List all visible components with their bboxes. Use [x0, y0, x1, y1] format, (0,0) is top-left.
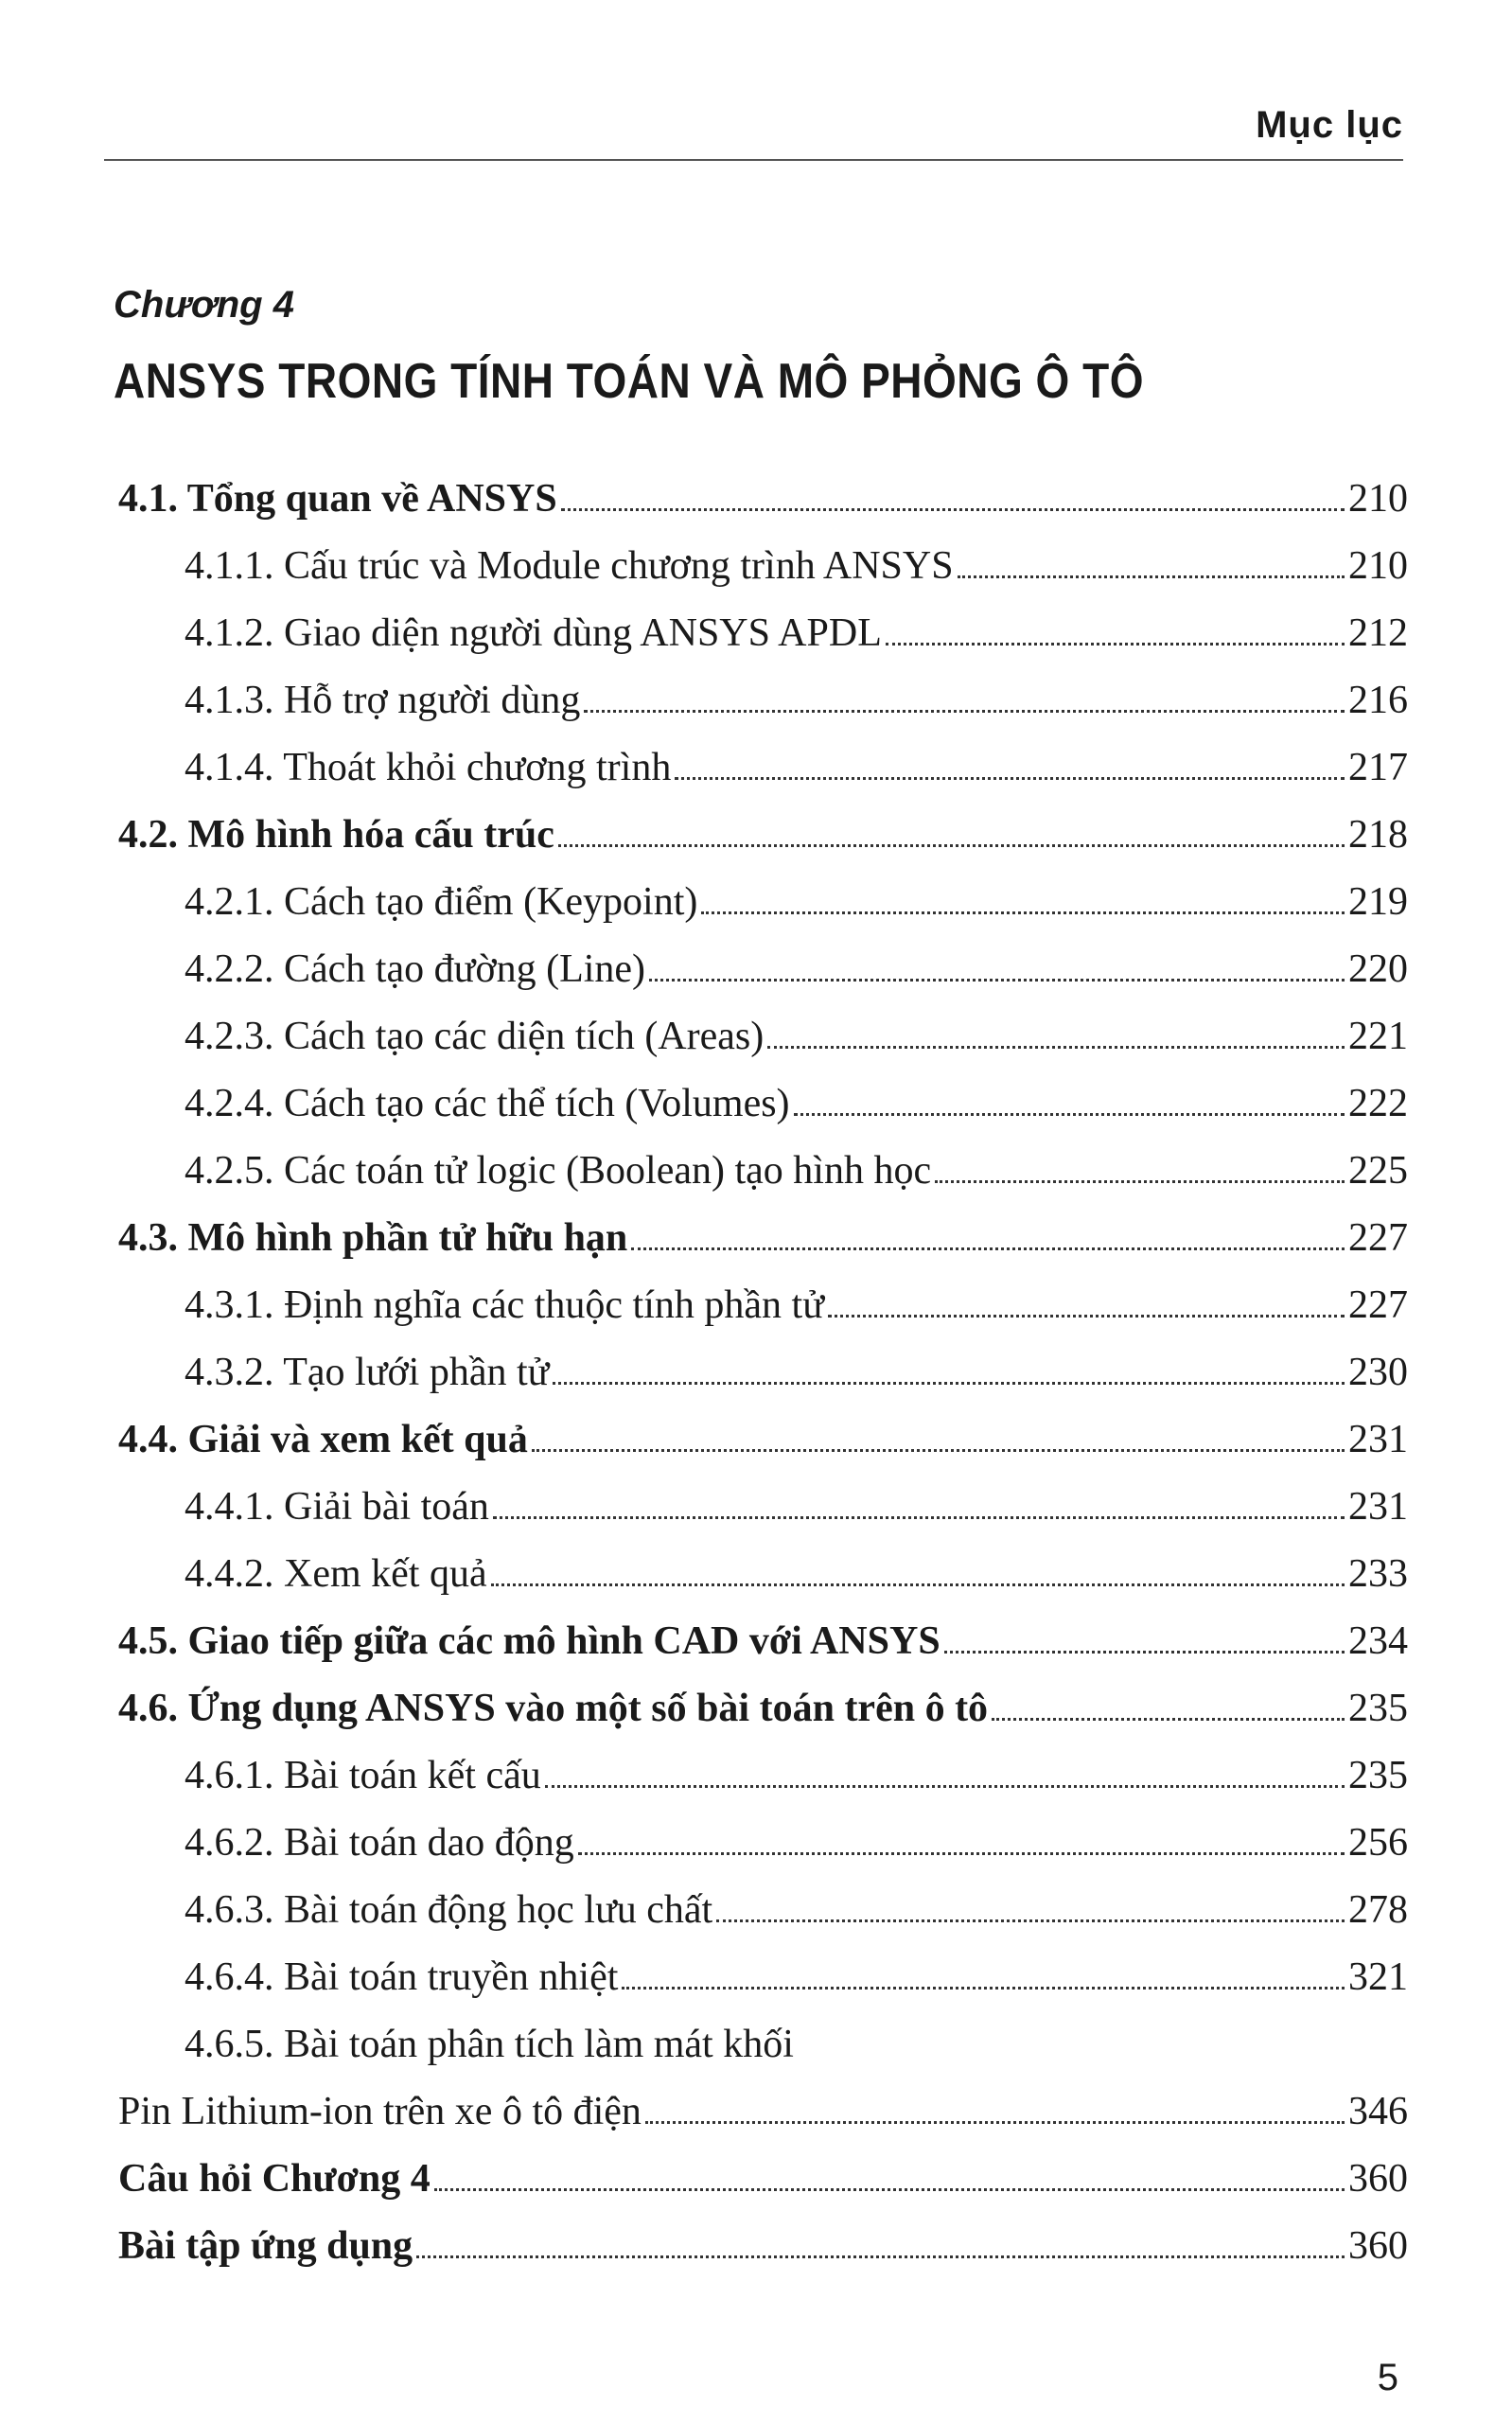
toc-entry [118, 1138, 1408, 1205]
chapter-title: ANSYS TRONG TÍNH TOÁN VÀ MÔ PHỎNG Ô TÔ [114, 353, 1144, 409]
toc-leader-dots [675, 776, 1345, 780]
toc-entry-page: 217 [1348, 746, 1408, 789]
toc-leader-dots [935, 1179, 1345, 1183]
toc-entry-page: 233 [1348, 1552, 1408, 1596]
toc-entry [118, 734, 1408, 802]
toc-entry [118, 1070, 1408, 1138]
toc-entry [118, 2213, 1408, 2280]
toc-entry-label: 4.1.3. Hỗ trợ người dùng [185, 679, 581, 722]
toc-entry [118, 1541, 1408, 1608]
toc-entry [118, 1406, 1408, 1474]
toc-entry-label: 4.1.2. Giao diện người dùng ANSYS APDL [185, 611, 882, 655]
toc-entry [118, 1877, 1408, 1944]
toc-entry-label: 4.5. Giao tiếp giữa các mô hình CAD với ANSYS [118, 1619, 941, 1663]
toc-entry-page: 231 [1348, 1418, 1408, 1461]
toc-entry [118, 1944, 1408, 2011]
toc-entry-page: 235 [1348, 1754, 1408, 1797]
toc-entry-label: 4.6.4. Bài toán truyền nhiệt [185, 1955, 619, 1999]
toc-entry-label: Pin Lithium-ion trên xe ô tô điện [118, 2090, 642, 2133]
toc-entry-label: 4.2.5. Các toán tử logic (Boolean) tạo hình học [185, 1149, 932, 1193]
toc-entry-label: 4.3.1. Định nghĩa các thuộc tính phần tử [185, 1283, 824, 1327]
toc-entry [118, 802, 1408, 869]
toc-leader-dots [886, 642, 1345, 646]
toc-entry [118, 1003, 1408, 1070]
toc-leader-dots [944, 1650, 1345, 1654]
toc-leader-dots [584, 709, 1345, 713]
toc-entry-page: 210 [1348, 544, 1408, 588]
toc-entry [118, 1272, 1408, 1339]
toc-entry-page: 321 [1348, 1955, 1408, 1999]
toc-entry-page: 212 [1348, 611, 1408, 655]
toc-entry [118, 936, 1408, 1003]
toc-entry-page: 235 [1348, 1687, 1408, 1730]
toc-entry-label: 4.2.2. Cách tạo đường (Line) [185, 947, 646, 991]
toc-entry-label: 4.3.2. Tạo lưới phần tử [185, 1351, 550, 1394]
toc-entry-label: 4.4. Giải và xem kết quả [118, 1418, 528, 1461]
toc-leader-dots [493, 1515, 1345, 1519]
table-of-contents [118, 466, 1408, 2280]
toc-entry [118, 1675, 1408, 1742]
toc-entry [118, 1608, 1408, 1675]
toc-entry-label: 4.3. Mô hình phần tử hữu hạn [118, 1216, 628, 1260]
toc-leader-dots [645, 2120, 1345, 2124]
page-header [104, 104, 1403, 161]
toc-entry-label: 4.1.4. Thoát khỏi chương trình [185, 746, 672, 789]
toc-entry-label: Câu hỏi Chương 4 [118, 2157, 431, 2201]
toc-entry [118, 2146, 1408, 2213]
toc-entry-page: 222 [1348, 1082, 1408, 1125]
toc-leader-dots [558, 843, 1345, 847]
toc-entry-label: 4.4.2. Xem kết quả [185, 1552, 487, 1596]
toc-leader-dots [578, 1851, 1345, 1855]
toc-entry-continuation [118, 2078, 1408, 2146]
toc-entry-page: 221 [1348, 1015, 1408, 1058]
toc-entry-label: 4.6.2. Bài toán dao động [185, 1821, 574, 1865]
toc-entry [118, 533, 1408, 600]
toc-leader-dots [532, 1448, 1345, 1452]
toc-entry-label: 4.6.3. Bài toán động học lưu chất [185, 1888, 713, 1932]
toc-leader-dots [828, 1314, 1345, 1318]
toc-entry-page: 227 [1348, 1283, 1408, 1327]
toc-entry-page: 256 [1348, 1821, 1408, 1865]
toc-entry-label: 4.6.5. Bài toán phân tích làm mát khối [185, 2023, 794, 2066]
toc-entry [118, 1474, 1408, 1541]
toc-entry [118, 1339, 1408, 1406]
toc-entry-page: 225 [1348, 1149, 1408, 1193]
toc-entry-page: 234 [1348, 1619, 1408, 1663]
toc-entry [118, 667, 1408, 734]
toc-entry-label: 4.4.1. Giải bài toán [185, 1485, 489, 1529]
toc-entry-page: 231 [1348, 1485, 1408, 1529]
toc-entry [118, 869, 1408, 936]
toc-entry-page: 346 [1348, 2090, 1408, 2133]
toc-entry-page: 230 [1348, 1351, 1408, 1394]
toc-entry-page: 210 [1348, 477, 1408, 521]
toc-entry-page: 360 [1348, 2157, 1408, 2201]
toc-leader-dots [958, 575, 1345, 578]
toc-leader-dots [416, 2255, 1345, 2258]
toc-entry [118, 1205, 1408, 1272]
toc-leader-dots [553, 1381, 1345, 1385]
toc-leader-dots [491, 1583, 1345, 1586]
toc-entry-label: 4.1.1. Cấu trúc và Module chương trình ANSYS [185, 544, 954, 588]
toc-leader-dots [716, 1919, 1345, 1922]
toc-entry-page: 219 [1348, 880, 1408, 924]
page-number: 5 [1377, 2357, 1398, 2398]
toc-entry-label: 4.2.4. Cách tạo các thể tích (Volumes) [185, 1082, 790, 1125]
header-divider [104, 159, 1403, 161]
toc-entry [118, 466, 1408, 533]
toc-leader-dots [992, 1717, 1345, 1721]
toc-leader-dots [794, 1112, 1345, 1116]
toc-entry-label: 4.2.3. Cách tạo các diện tích (Areas) [185, 1015, 765, 1058]
toc-leader-dots [767, 1045, 1345, 1049]
toc-entry-page: 218 [1348, 813, 1408, 857]
toc-leader-dots [545, 1784, 1345, 1788]
toc-leader-dots [434, 2187, 1345, 2191]
chapter-label: Chương 4 [114, 284, 294, 326]
toc-entry [118, 2011, 1408, 2078]
toc-leader-dots [701, 911, 1345, 914]
toc-entry-label: 4.6.1. Bài toán kết cấu [185, 1754, 541, 1797]
toc-entry-label: Bài tập ứng dụng [118, 2224, 413, 2268]
toc-entry-page: 227 [1348, 1216, 1408, 1260]
toc-entry-label: 4.1. Tổng quan về ANSYS [118, 477, 557, 521]
toc-leader-dots [561, 507, 1345, 511]
toc-entry [118, 1742, 1408, 1810]
toc-leader-dots [631, 1247, 1345, 1250]
toc-leader-dots [649, 978, 1345, 982]
toc-entry-label: 4.2.1. Cách tạo điểm (Keypoint) [185, 880, 698, 924]
toc-entry [118, 1810, 1408, 1877]
running-header-title: Mục lục [1256, 104, 1403, 146]
toc-entry-label: 4.2. Mô hình hóa cấu trúc [118, 813, 554, 857]
toc-entry [118, 600, 1408, 667]
toc-entry-label: 4.6. Ứng dụng ANSYS vào một số bài toán trên ô tô [118, 1687, 989, 1730]
toc-entry-page: 360 [1348, 2224, 1408, 2268]
toc-entry-page: 278 [1348, 1888, 1408, 1932]
toc-leader-dots [622, 1986, 1345, 1990]
toc-entry-page: 216 [1348, 679, 1408, 722]
toc-entry-page: 220 [1348, 947, 1408, 991]
